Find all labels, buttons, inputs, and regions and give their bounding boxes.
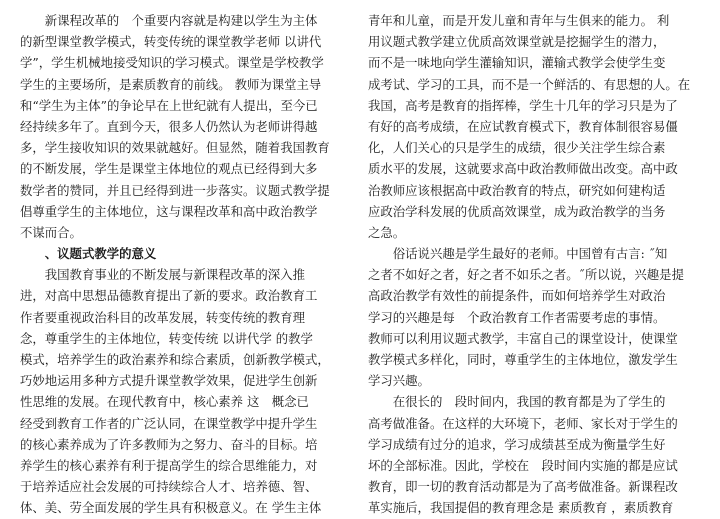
left-text-column [20,10,346,516]
left-text-line: 学”，学生机械地接受知识的学习模式。课堂是学校教学 [20,55,324,71]
left-text-line: 的不断发展，学生是课堂主体地位的观点已经得到大多 [20,161,318,177]
left-text-line: 巧妙地运用多种方式提升课堂教学效果，促进学生创新 [20,373,318,389]
left-text-line: 数学者的赞同，并且已经得到进一步落实。议题式教学提 [20,182,330,198]
left-text-line: 养学生的核心素养有利于提高学生的综合思维能力，对 [20,457,318,473]
right-text-line: 青年和儿童，而是开发儿童和青年与生俱来的能力。 利 [368,13,670,28]
right-text-line: 质水平的发展，这就要求高中政治教师做出改变。高中政 [368,161,678,177]
right-text-line: 我国，高考是教育的指挥棒，学生十几年的学习只是为了 [368,97,678,113]
left-text-line: 新课程改革的 个重要内容就是构建以学生为主体 [20,13,318,28]
right-text-line: 治教师应该根据高中政治教育的特点，研究如何建构适 [368,182,666,198]
left-text-line: 倡尊重学生的主体地位，这与课程改革和高中政治教学 [20,203,318,219]
left-text-line: 我国教育事业的不断发展与新课程改革的深入推 [20,267,305,283]
right-text-line: 在很长的 段时间内，我国的教育都是为了学生的 [368,394,666,410]
left-text-line: 进，对高中思想品德教育提出了新的要求。政治教育工 [20,288,318,304]
right-text-line: 教学模式多样化，同时，尊重学生的主体地位，激发学生 [368,352,678,367]
right-text-line: 成考试、学习的工具，而不是一个鲜活的、有思想的人。在 [368,76,691,92]
left-text-line: 和“学生为主体”的争论早在上世纪就有人提出，至今已 [20,97,318,113]
right-text-line: 学习的兴趣是每 个政治教育工作者需要考虑的事情。 [368,309,666,325]
right-text-line: 化，人们关心的只是学生的成绩，很少关注学生综合素 [368,140,666,156]
right-text-line: 坏的全部标准。因此，学校在 段时间内实施的都是应试 [368,457,678,473]
right-text-line: 高政治教学有效性的前提条件，而如何培养学生对政治 [368,288,666,304]
right-text-line: 高考做准备。在这样的大环境下，老师、家长对于学生的 [368,415,678,431]
right-text-line: 俗话说兴趣是学生最好的老师。中国曾有古言: ˝知 [368,246,668,262]
left-text-line: 体、美、劳全面发展的学生具有积极意义。在 学生主体 [20,500,322,516]
left-text-line: 不谋而合。 [20,224,82,240]
right-text-line: 学习兴趣。 [368,373,430,389]
right-text-line: 学习成绩有过分的追求，学习成绩甚至成为衡量学生好 [368,436,666,452]
right-text-line: 教师可以利用议题式教学，丰富自己的课堂设计，使课堂 [368,330,678,346]
right-text-line: 应政治学科发展的优质高效课堂，成为政治教学的当务 [368,203,666,219]
right-text-line: 用议题式教学建立优质高效课堂就是挖掘学生的潜力， [368,34,666,50]
left-text-line: 的核心素养成为了许多教师为之努力、奋斗的目标。培 [20,436,318,452]
right-text-column [368,10,702,516]
right-text-line: 教育，即一切的教育活动都是为了高考做准备。新课程改 [368,479,678,495]
left-text-line: 多，学生接收知识的效果就越好。但显然，随着我国教育 [20,140,330,156]
left-text-line: 经持续多年了。直到今天，很多人仍然认为老师讲得越 [20,118,318,134]
right-text-line: 革实施后，我国提倡的教育理念是 素质教育 ，素质教育 [368,500,674,516]
left-text-line: 作者要重视政治科目的改革发展，转变传统的教育理 [20,309,305,325]
right-text-line: 之急。 [368,224,406,240]
left-text-line: 念，尊重学生的主体地位，转变传统 以讲代学 的教学 [20,330,313,346]
section-heading: 、议题式教学的意义 [20,246,157,262]
left-text-line: 性思维的发展。在现代教育中，核心素养 这 概念已 [20,394,309,410]
left-text-line: 经受到教育工作者的广泛认同，在课堂教学中提升学生 [20,415,318,431]
right-text-line: 而不是一味地向学生灌输知识，灌输式教学会使学生变 [368,55,666,71]
left-text-line: 学生的主要场所，是素质教育的前线。 教师为课堂主导 [20,76,322,92]
left-text-line: 模式，培养学生的政治素养和综合素质，创新教学模式， [20,352,330,367]
right-text-line: 之者不如好之者，好之者不如乐之者。˝所以说，兴趣是提 [368,267,684,283]
left-text-line: 于培养适应社会发展的可持续综合人才、培养德、智、 [20,479,318,495]
right-text-line: 有好的高考成绩，在应试教育模式下，教育体制很容易僵 [368,118,678,134]
left-text-line: 的新型课堂教学模式，转变传统的课堂教学老师 以讲代 [20,34,322,50]
